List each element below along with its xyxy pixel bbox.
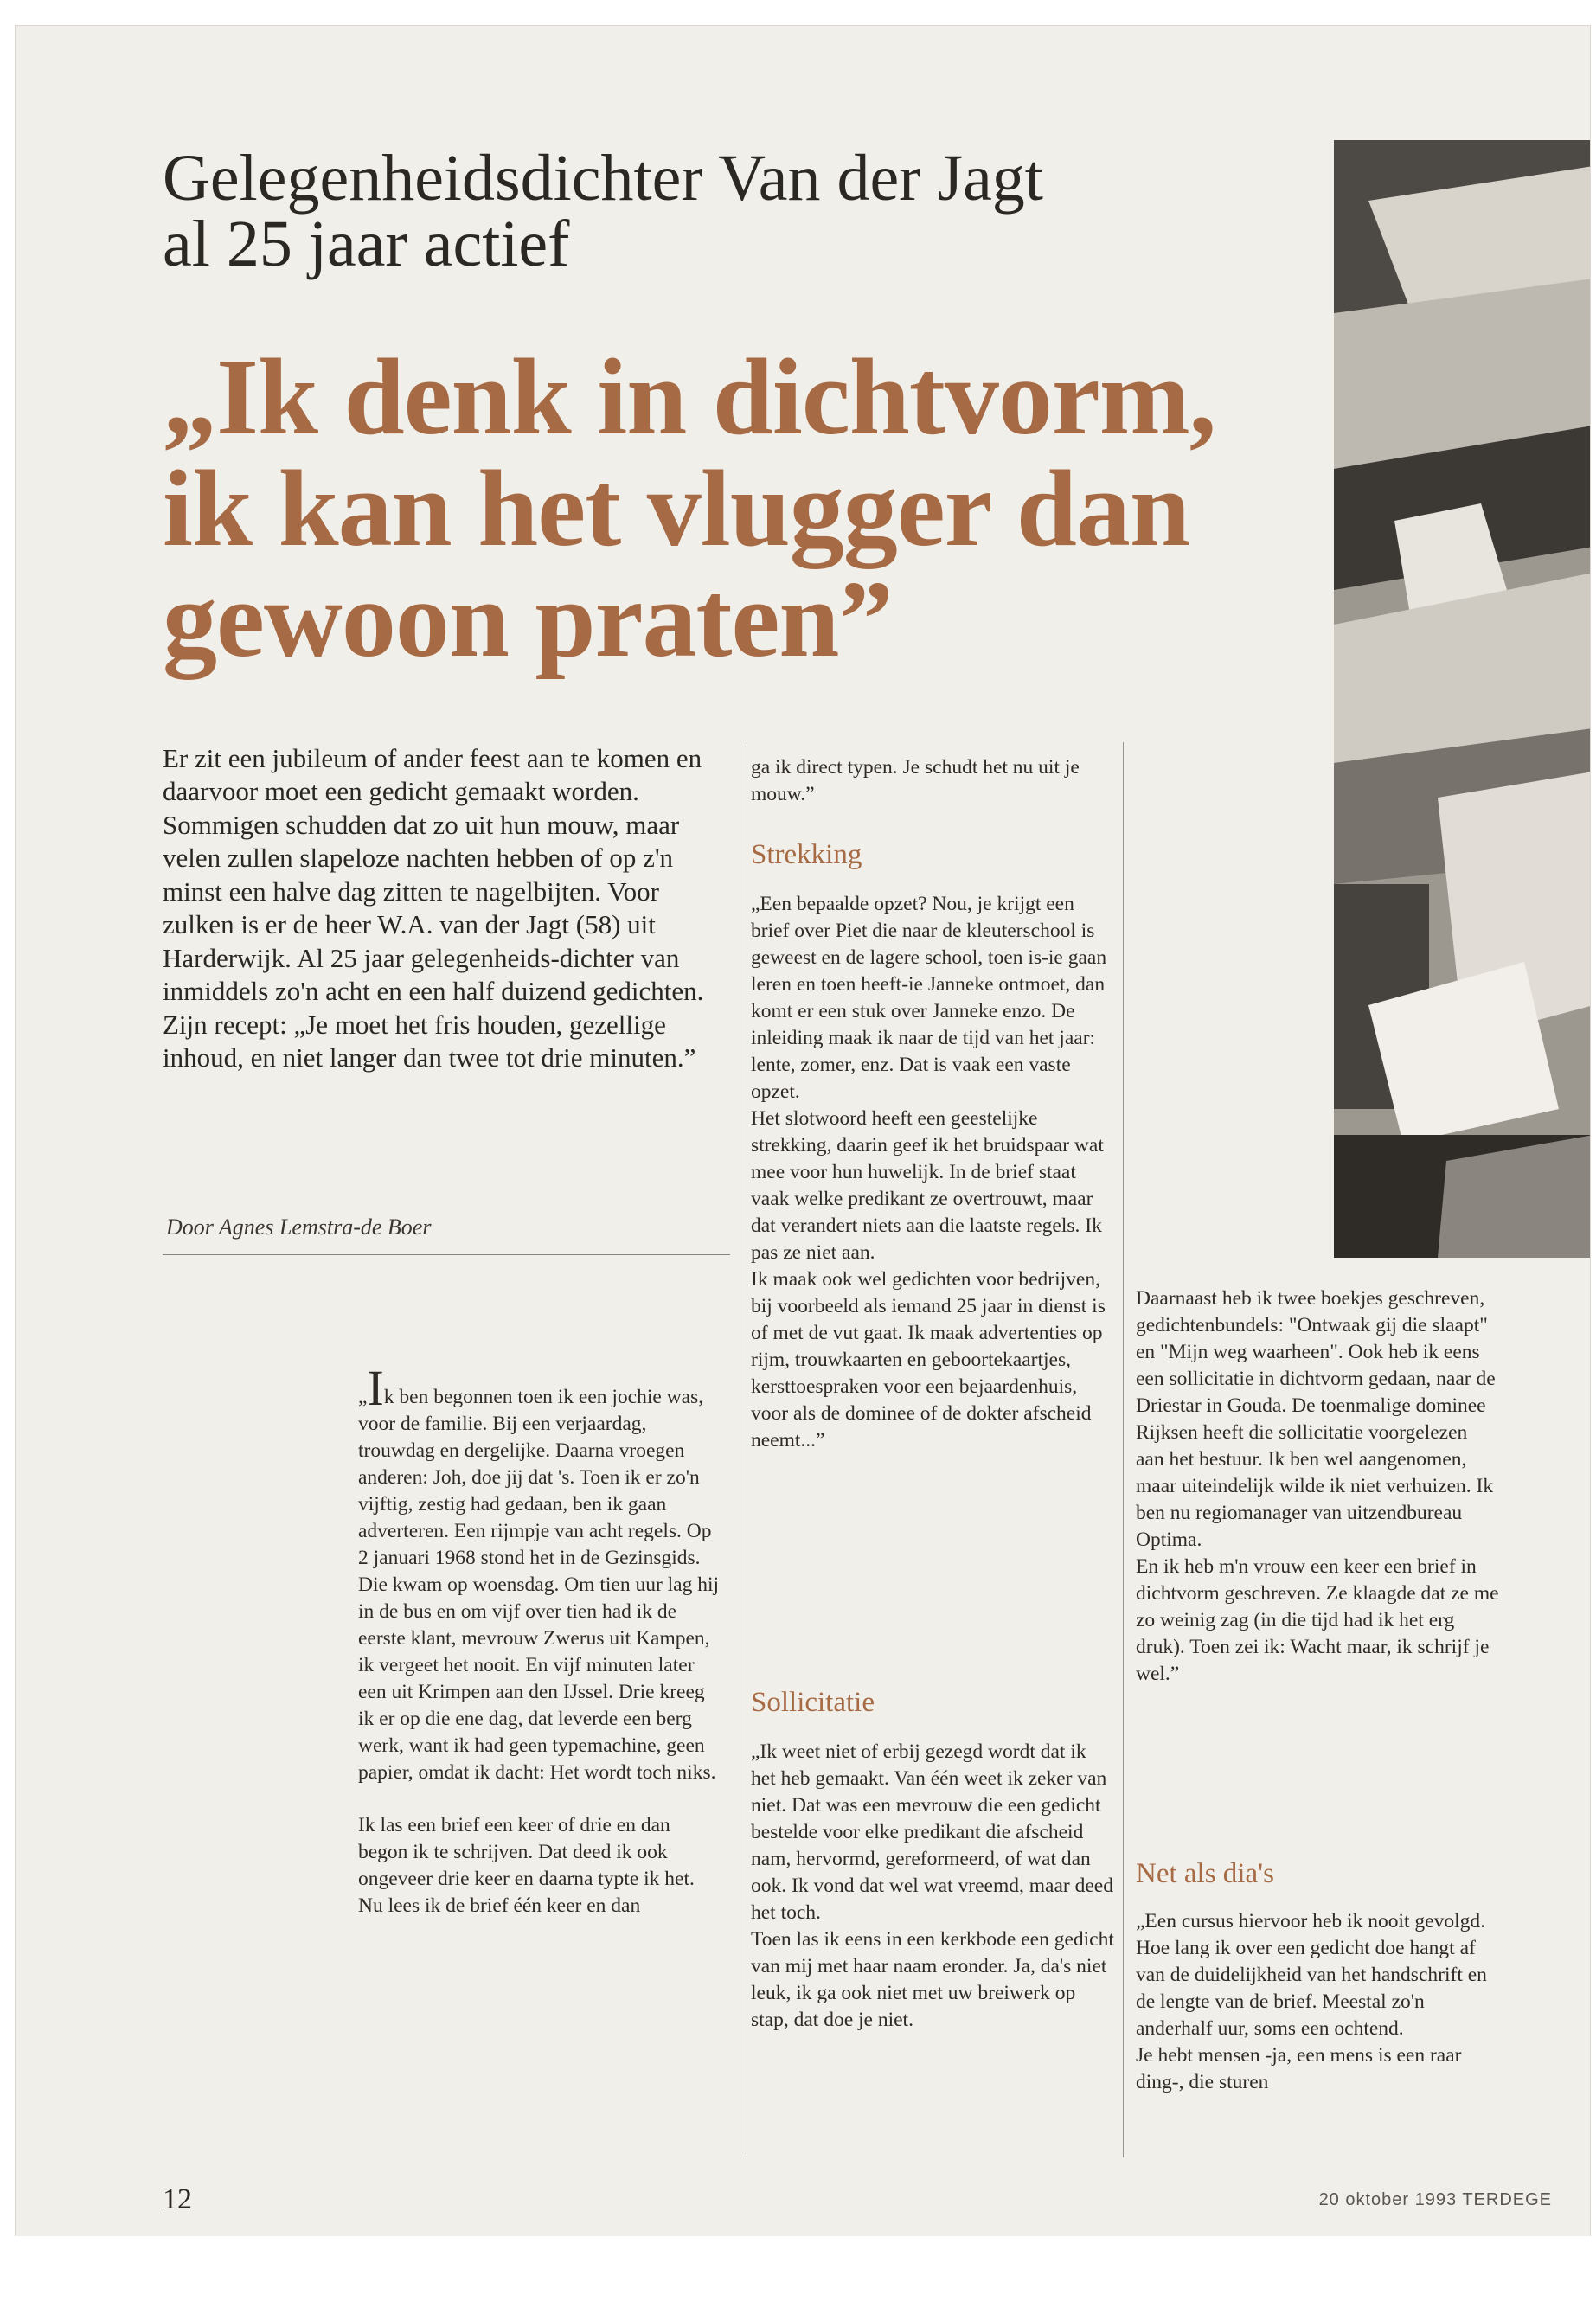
paragraph: „Een cursus hiervoor heb ik nooit gevolgd. Hoe lang ik over een gedicht doe hangt af van de duidelijkheid van het handschrift en de lengte van de brief. Meestal zo'n anderhalf uur, soms een ochtend. xyxy=(1136,1910,1487,2041)
subhead-strekking: Strekking xyxy=(751,839,862,870)
article-column-2-middle xyxy=(751,891,1114,1454)
paragraph: Ik las een brief een keer of drie en dan begon ik te schrijven. Dat deed ik ook ongeveer drie keer en daarna typte ik het. Nu lees ik de brief één keer en dan xyxy=(358,1814,695,1918)
paragraph xyxy=(358,1360,721,1786)
paragraph: „Ik weet niet of erbij gezegd wordt dat ik het heb gemaakt. Van één weet ik zeker van niet. Dat was een mevrouw die een gedicht bestelde voor elke predikant die afscheid nam, hervormd, gereformeerd, of wat dan ook. Ik vond dat wel wat vreemd, maar deed het toch. xyxy=(751,1740,1113,1925)
kicker-line-2: al 25 jaar actief xyxy=(163,208,570,280)
drop-cap: I xyxy=(367,1360,384,1416)
photo-illustration xyxy=(1334,140,1590,1258)
kicker-line-1: Gelegenheidsdichter Van der Jagt xyxy=(163,142,1043,215)
title-line-2: ik kan het vlugger dan xyxy=(163,448,1189,569)
column-divider-2 xyxy=(1123,742,1124,2157)
paragraph: Daarnaast heb ik twee boekjes geschreven, gedichtenbundels: "Ontwaak gij die slaapt" en "Mijn weg waarheen". Ook heb ik eens een sollicitatie in dichtvorm gedaan, naar de Driestar in Gouda. De toenmalige dominee Rijksen heeft die sollicitatie voorgelezen aan het bestuur. Ik ben wel aangenomen, maar uiteindelijk wilde ik niet verhuizen. Ik ben nu regiomanager van uitzendbureau Optima. xyxy=(1136,1287,1496,1552)
article-column-2-top xyxy=(751,754,1114,808)
article-column-1 xyxy=(358,1360,721,1920)
page-number: 12 xyxy=(163,2183,192,2215)
subhead-sollicitatie: Sollicitatie xyxy=(751,1687,875,1718)
title-line-1: „Ik denk in dichtvorm, xyxy=(163,337,1216,458)
paragraph: „Een bepaalde opzet? Nou, je krijgt een brief over Piet die naar de kleuterschool is geweest en de lagere school, toen is-ie gaan leren en toen heeft-ie Janneke ontmoet, dan komt er een stuk over Janneke enzo. De inleiding maak ik naar de tijd van het jaar: lente, zomer, enz. Dat is vaak een vaste opzet. xyxy=(751,893,1107,1104)
paragraph: Ik maak ook wel gedichten voor bedrijven, bij voorbeeld als iemand 25 jaar in dienst is of met de vut gaat. Ik maak advertenties op rijm, trouwkaarten en geboortekaartjes, kersttoespraken voor een bejaardenhuis, voor als de dominee of de dokter afscheid neemt...” xyxy=(751,1268,1106,1452)
article-photo xyxy=(1334,140,1590,1258)
magazine-page xyxy=(16,26,1590,2275)
scan-margin xyxy=(0,2236,1596,2301)
article-column-2-bottom xyxy=(751,1739,1114,2034)
subhead-net-als-dias: Net als dia's xyxy=(1136,1858,1274,1889)
article-column-3-bottom xyxy=(1136,1908,1499,2096)
paragraph: Je hebt mensen -ja, een mens is een raar ding-, die sturen xyxy=(1136,2044,1462,2094)
paragraph: ga ik direct typen. Je schudt het nu uit je mouw.” xyxy=(751,756,1080,806)
paragraph-text: k ben begonnen toen ik een jochie was, voor de familie. Bij een verjaardag, trouwdag en dergelijke. Daarna vroegen anderen: Joh, doe jij dat 's. Toen ik er zo'n vijftig, zestig had gedaan, ben ik gaan adverteren. Een rijmpje van acht regels. Op 2 januari 1968 stond het in de Gezinsgids. Die kwam op woensdag. Om tien uur lag hij in de bus en om vijf over tien had ik de eerste klant, mevrouw Zwerus uit Kampen, ik vergeet het nooit. En vijf minuten later een uit Krimpen aan den IJssel. Drie kreeg ik er op die ene dag, dat leverde een berg werk, want ik had geen typemachine, geen papier, omdat ik dacht: Het wordt toch niks. xyxy=(358,1386,720,1785)
title-line-3: gewoon praten” xyxy=(163,560,893,681)
paragraph: En ik heb m'n vrouw een keer een brief in dichtvorm geschreven. Ze klaagde dat ze me zo weinig zag (in die tijd had ik het erg druk). Toen zei ik: Wacht maar, ik schrijf je wel.” xyxy=(1136,1555,1499,1686)
main-headline xyxy=(163,337,1287,681)
byline: Door Agnes Lemstra-de Boer xyxy=(166,1215,432,1240)
quote-mark: „ xyxy=(358,1386,368,1408)
issue-footer: 20 oktober 1993 TERDEGE xyxy=(1318,2190,1552,2209)
paragraph: Het slotwoord heeft een geestelijke strekking, daarin geef ik het bruidspaar wat mee voor hun huwelijk. In de brief staat vaak welke predikant ze overtrouwt, maar dat verandert niets aan die laatste regels. Ik pas ze niet aan. xyxy=(751,1107,1104,1265)
article-column-3-top xyxy=(1136,1285,1499,1688)
kicker-headline xyxy=(163,142,1253,280)
intro-paragraph: Er zit een jubileum of ander feest aan te komen en daarvoor moet een gedicht gemaakt worden. Sommigen schudden dat zo uit hun mouw, maar velen zullen slapeloze nachten hebben of op z'n minst een halve dag zitten te nagelbijten. Voor zulken is er de heer W.A. van der Jagt (58) uit Harderwijk. Al 25 jaar gelegenheids-dichter van inmiddels zo'n acht en een half duizend gedichten. Zijn recept: „Je moet het fris houden, gezellige inhoud, en niet langer dan twee tot drie minuten.” xyxy=(163,743,704,1073)
paragraph: Toen las ik eens in een kerkbode een gedicht van mij met haar naam eronder. Ja, da's niet leuk, ik ga ook niet met uw breiwerk op stap, dat doe je niet. xyxy=(751,1928,1114,2032)
byline-divider xyxy=(163,1254,730,1255)
